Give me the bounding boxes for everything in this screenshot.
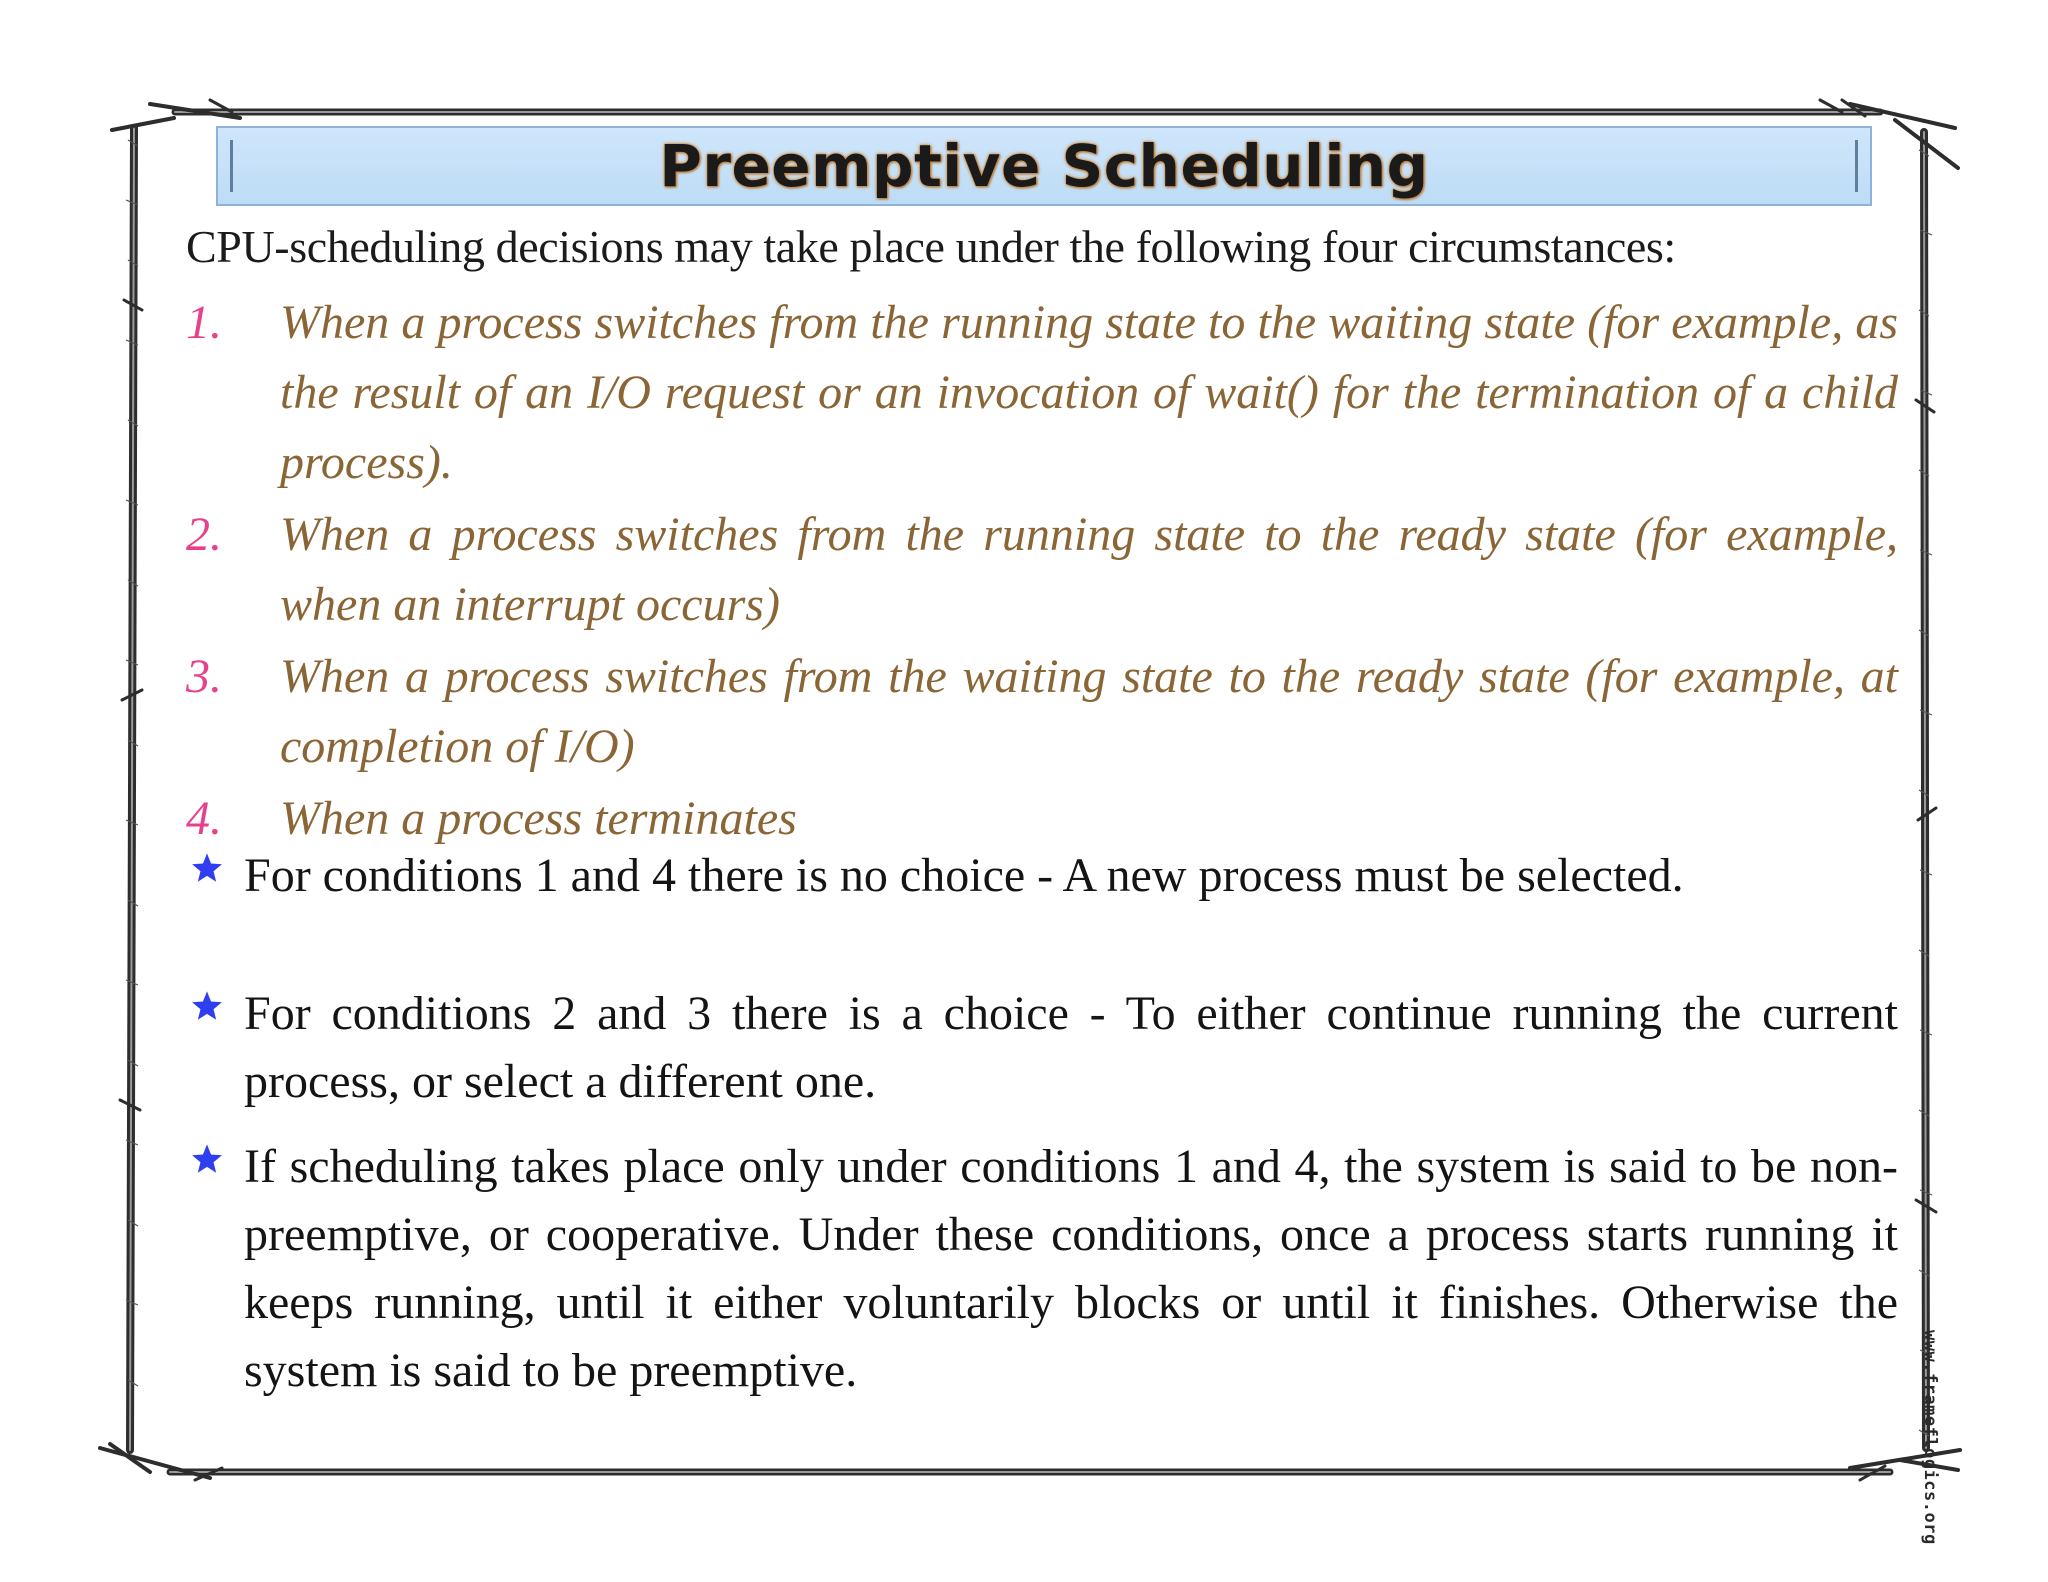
bullet-text: If scheduling takes place only under conditions 1 and 4, the system is said to be non-preemptive, or cooperative. Under these conditions, once a process starts running it keeps running, until it either voluntarily blocks or until it finishes. Otherwise the system is said to be preemptive. <box>244 1140 1898 1397</box>
condition-text: When a process switches from the running state to the waiting state (for example, as the result of an I/O request or an invocation of wait() for the termination of a child process). <box>280 296 1898 489</box>
star-icon <box>190 1143 224 1175</box>
condition-text: When a process switches from the running state to the ready state (for example, when an interrupt occurs) <box>280 508 1898 631</box>
condition-text: When a process terminates <box>280 792 797 845</box>
condition-text: When a process switches from the waiting state to the ready state (for example, at completion of I/O) <box>280 650 1898 773</box>
bullet-item <box>186 980 1898 1116</box>
slide-title: Preemptive Scheduling <box>659 132 1429 200</box>
bullet-text: For conditions 2 and 3 there is a choice - To either continue running the current process, or select a different one. <box>244 987 1898 1108</box>
bullet-item <box>186 1133 1898 1405</box>
condition-item <box>186 288 1898 498</box>
title-band <box>216 126 1872 206</box>
condition-number: 2. <box>186 508 222 561</box>
bullet-item <box>186 842 1898 910</box>
condition-number: 4. <box>186 792 222 845</box>
bullet-text: For conditions 1 and 4 there is no choice - A new process must be selected. <box>244 849 1684 902</box>
watermark: www.frameflogics.org <box>1920 1330 1940 1545</box>
condition-item <box>186 642 1898 782</box>
star-icon <box>190 852 224 884</box>
condition-item <box>186 500 1898 640</box>
condition-number: 3. <box>186 650 222 703</box>
intro-text: CPU-scheduling decisions may take place under the following four circumstances: <box>186 221 1676 272</box>
star-icon <box>190 990 224 1022</box>
condition-number: 1. <box>186 296 222 349</box>
